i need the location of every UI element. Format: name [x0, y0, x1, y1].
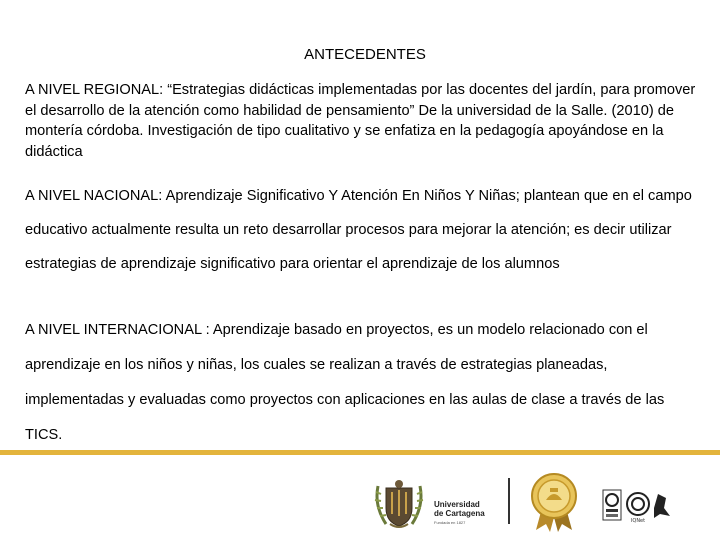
- accreditation-seal-icon: [530, 472, 578, 532]
- internacional-text: es un modelo relacionado con el aprendizaje en los niños y niñas, los cuales se realizan a través de estrategias planeadas, implementadas y evaluadas como proyectos con aplicaciones en las aulas de clase a través de las TICS.: [25, 322, 665, 443]
- certification-logos-icon: [602, 488, 674, 524]
- internacional-label: A NIVEL INTERNACIONAL :: [25, 322, 210, 338]
- nacional-label: A NIVEL NACIONAL:: [25, 188, 163, 204]
- paragraph-internacional: [25, 313, 703, 453]
- nacional-text: Aprendizaje Significativo Y Atención En Niños Y Niñas; plantean que en el campo educativo actualmente resulta un reto desarrollar procesos para mejorar la atención; es decir utilizar estrategias de aprendizaje significativo para orientar el aprendizaje de los alumnos: [25, 188, 692, 272]
- internacional-emphasis: Aprendizaje basado en proyectos,: [209, 322, 434, 338]
- gold-divider: [0, 450, 720, 455]
- university-crest-icon: [370, 476, 428, 532]
- university-name-line1: Universidad: [434, 500, 480, 509]
- page-title: ANTECEDENTES: [304, 46, 426, 63]
- university-name: [434, 500, 485, 527]
- paragraph-regional: [25, 80, 703, 162]
- paragraph-nacional: [25, 179, 703, 281]
- regional-label: A NIVEL REGIONAL:: [25, 82, 164, 98]
- svg-text:IQNet: IQNet: [630, 518, 646, 524]
- university-founded: Fundada en 1827: [434, 520, 466, 525]
- regional-text: “Estrategias didácticas implementadas por las docentes del jardín, para promover el desarrollo de la atención como habilidad de pensamiento” De la universidad de la Salle. (2010) de montería córdoba. Investigación de tipo cualitativo y se enfatiza en la pedagogía apoyándose en la didáctica: [25, 82, 696, 160]
- university-name-line2: de Cartagena: [434, 509, 485, 518]
- footer-divider: [508, 478, 510, 524]
